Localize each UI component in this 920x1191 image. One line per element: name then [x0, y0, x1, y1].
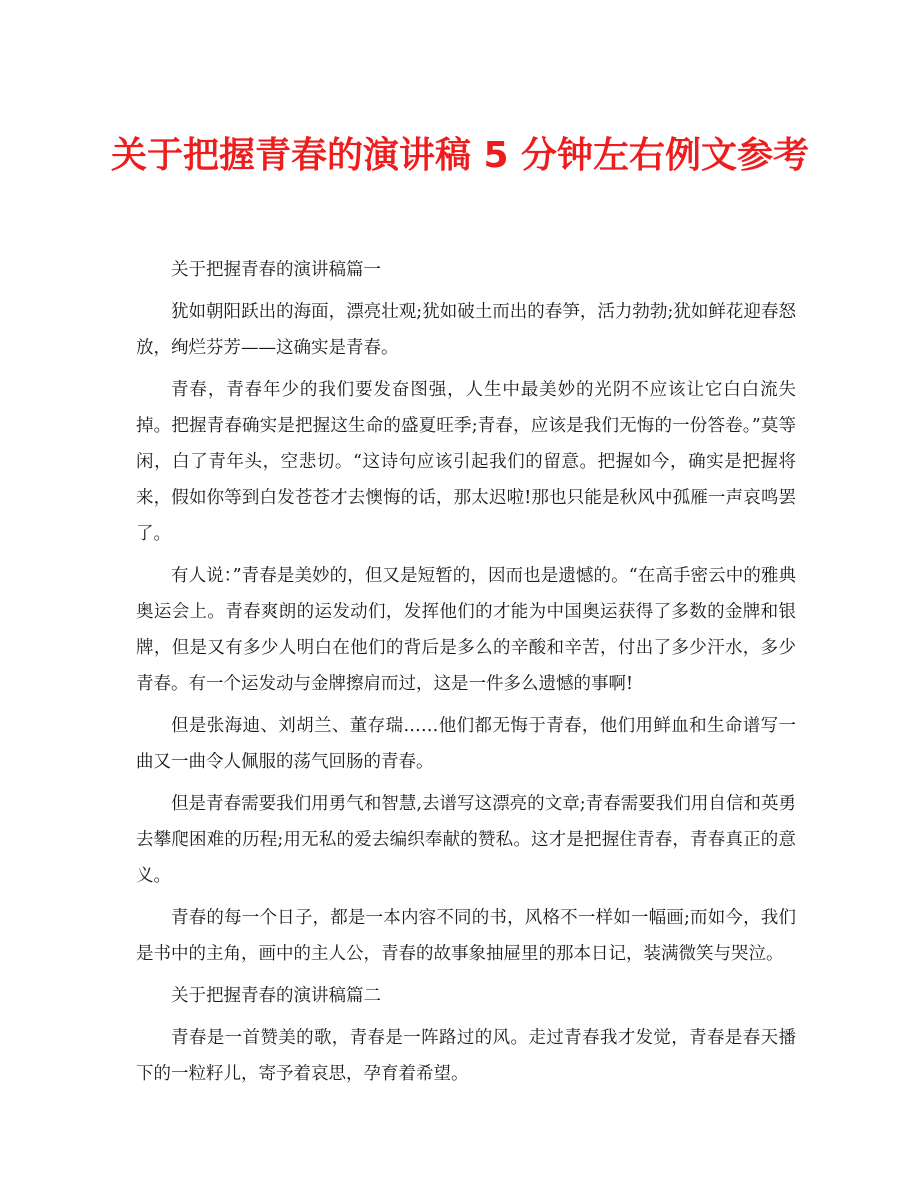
paragraph: 青春是一首赞美的歌，青春是一阵路过的风。走过青春我才发觉，青春是春天播下的一粒籽儿，寄予着哀思，孕育着希望。: [136, 1028, 796, 1084]
document-title: 关于把握青春的演讲稿 5 分钟左右例文参考: [110, 135, 810, 176]
section-heading: 关于把握青春的演讲稿篇一: [171, 260, 381, 280]
paragraph: 但是青春需要我们用勇气和智慧,去谱写这漂亮的文章;青春需要我们用自信和英勇去攀爬困难的历程;用无私的爱去编织奉献的赞私。这才是把握住青春，青春真正的意义。: [136, 794, 796, 886]
paragraph: 有人说：”青春是美妙的，但又是短暂的，因而也是遗憾的。“在高手密云中的雅典奥运会上。青春爽朗的运发动们，发挥他们的才能为中国奥运获得了多数的金牌和银牌，但是又有多少人明白在他们的背后是多么的辛酸和辛苦，付出了多少汗水，多少青春。有一个运发动与金牌擦肩而过，这是一件多么遗憾的事啊!: [136, 566, 796, 694]
document-body: [136, 252, 796, 1098]
paragraph: 青春的每一个日子，都是一本内容不同的书，风格不一样如一幅画;而如今，我们是书中的主角，画中的主人公，青春的故事象抽屉里的那本日记，装满微笑与哭泣。: [136, 908, 796, 964]
paragraph: 但是张海迪、刘胡兰、董存瑞……他们都无悔于青春，他们用鲜血和生命谱写一曲又一曲令人佩服的荡气回肠的青春。: [136, 716, 796, 772]
paragraph: 犹如朝阳跃出的海面，漂亮壮观;犹如破土而出的春笋，活力勃勃;犹如鲜花迎春怒放，绚烂芬芳——这确实是青春。: [136, 302, 796, 358]
section-heading: 关于把握青春的演讲稿篇二: [171, 986, 381, 1006]
paragraph: 青春，青春年少的我们要发奋图强，人生中最美妙的光阴不应该让它白白流失掉。把握青春确实是把握这生命的盛夏旺季;青春，应该是我们无悔的一份答卷。”莫等闲，白了青年头，空悲切。“这诗句应该引起我们的留意。把握如今，确实是把握将来，假如你等到白发苍苍才去懊悔的话，那太迟啦!那也只能是秋风中孤雁一声哀鸣罢了。: [136, 380, 796, 544]
